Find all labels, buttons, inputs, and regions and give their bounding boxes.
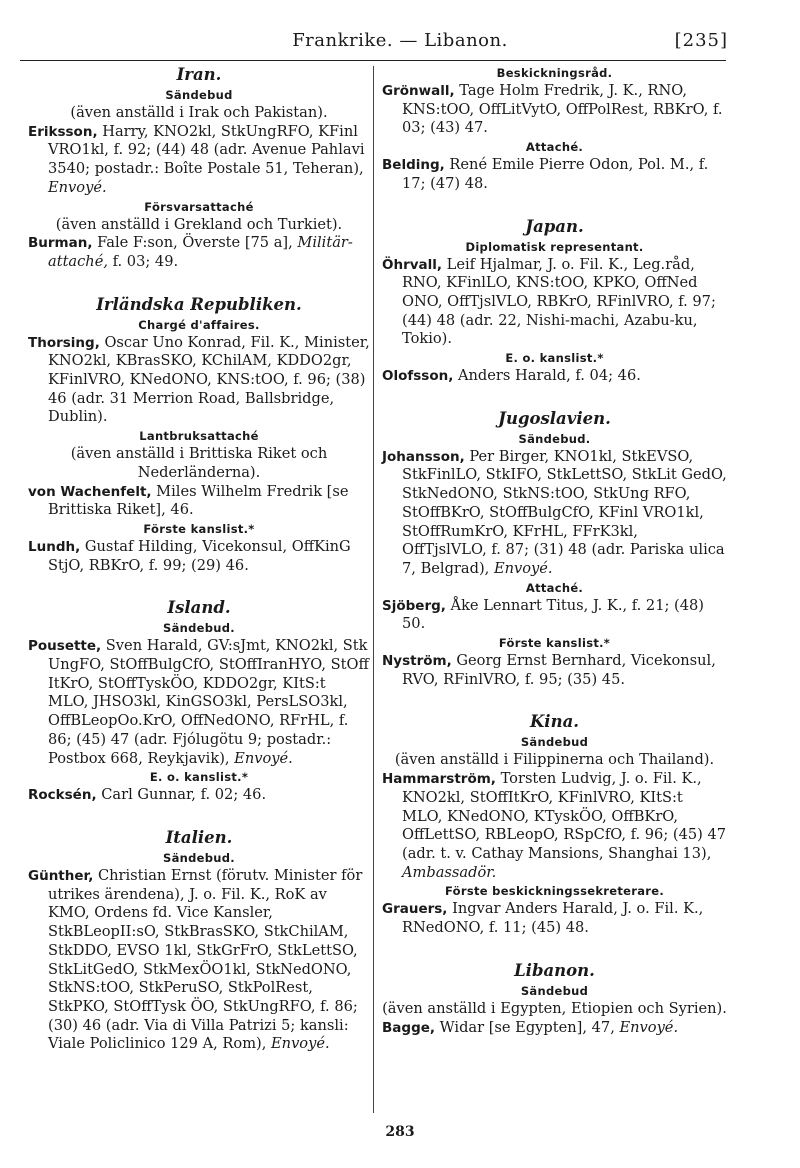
- country-heading: Libanon.: [514, 960, 595, 980]
- entry: [382, 82, 727, 138]
- entry-text: Miles Wilhelm Fredrik [se Brittiska Riket], 46.: [48, 482, 349, 519]
- entry: [382, 652, 727, 689]
- entry-name: Johansson,: [382, 448, 465, 465]
- entry-name: Rocksén,: [28, 787, 97, 804]
- note: (även anställd i Egypten, Etiopien och Syrien).: [382, 999, 727, 1017]
- entry-name: Nyström,: [382, 653, 452, 670]
- entry-title: Envoyé.: [619, 1018, 679, 1036]
- entry-text: Harry, KNO2kl, StkUngRFO, KFinl VRO1kl, f. 92; (44) 48 (adr. Avenue Pahlavi 3540; postadr.: Boîte Postale 51, Teheran),: [48, 122, 365, 178]
- entry: [382, 367, 727, 386]
- entry-text: Georg Ernst Bernhard, Vicekonsul, RVO, RFinlVRO, f. 95; (35) 45.: [402, 652, 716, 688]
- entry-title: Envoyé.: [493, 559, 553, 577]
- role-heading: Lantbruksattaché: [139, 429, 259, 444]
- page-number: 283: [385, 1124, 415, 1140]
- note: (även anställd i Filippinerna och Thailand).: [394, 751, 715, 769]
- role-heading: Förste kanslist.*: [143, 521, 255, 536]
- entry-name: Eriksson,: [28, 123, 98, 140]
- entry: [28, 234, 370, 271]
- entry-text: Ingvar Anders Harald, J. o. Fil. K., RNedONO, f. 11; (45) 48.: [402, 900, 704, 937]
- role-heading: Sändebud.: [163, 850, 235, 865]
- role-heading: E. o. kanslist.*: [505, 351, 604, 366]
- entry-name: Thorsing,: [28, 334, 100, 351]
- section-italien: [28, 827, 370, 1054]
- section-iran: [28, 64, 370, 272]
- entry-title: Militär-attaché,: [48, 234, 353, 270]
- column-divider: [373, 66, 374, 1113]
- entry-text: Anders Harald, f. 04; 46.: [453, 367, 641, 385]
- entry-name: Pousette,: [28, 638, 102, 655]
- role-heading: Förste kanslist.*: [498, 636, 611, 651]
- section-island: [28, 597, 370, 805]
- header-page-number: [235]: [674, 30, 728, 51]
- entry: [28, 334, 370, 428]
- running-header: [0, 30, 800, 60]
- role-heading: Attaché.: [525, 140, 584, 155]
- entry-name: Lundh,: [28, 538, 81, 555]
- country-heading: Italien.: [165, 827, 233, 847]
- country-heading: Japan.: [525, 216, 584, 236]
- entry: [28, 123, 370, 198]
- entry-name: Grönwall,: [382, 83, 455, 99]
- role-heading: Diplomatisk representant.: [465, 239, 644, 254]
- entry-name: Belding,: [382, 157, 445, 174]
- entry-title: Envoyé.: [271, 1035, 330, 1053]
- section-irland: [28, 294, 370, 576]
- country-heading: Jugoslavien.: [498, 408, 611, 428]
- country-heading: Island.: [167, 598, 231, 618]
- note: (även anställd i Grekland och Turkiet).: [55, 215, 343, 233]
- entry-text: f. 03; 49.: [107, 252, 179, 270]
- entry: [28, 637, 370, 768]
- entry-name: Sjöberg,: [382, 597, 446, 614]
- entry-text: Torsten Ludvig, J. o. Fil. K., KNO2kl, StOffItKrO, KFinlVRO, KItS:t MLO, KNedONO, KTyskÖO, OffBKrO, OffLettSO, RBLeopO, RSpCfO, f. 96; (45) 47 (adr. t. v. Cathay Mansions, Shanghai 13),: [402, 770, 727, 862]
- entry-text: Oscar Uno Konrad, Fil. K., Minister, KNO2kl, KBrasSKO, KChilAM, KDDO2gr, KFinlVRO, KNedONO, KNS:tOO, f. 96; (38) 46 (adr. 31 Merrion Road, Ballsbridge, Dublin).: [48, 333, 370, 426]
- entry-text: Leif Hjalmar, J. o. Fil. K., Leg.råd, RNO, KFinlLO, KNS:tOO, KPKO, OffNed ONO, OffTjslVLO, RBKrO, RFinlVRO, f. 97; (44) 48 (adr. 22, Nishi-machi, Azabu-ku, Tokio).: [402, 255, 716, 348]
- entry: [382, 770, 727, 882]
- section-libanon: [382, 960, 727, 1037]
- header-rule: [20, 60, 726, 61]
- entry-text: Sven Harald, GV:sJmt, KNO2kl, Stk UngFO, StOffBulgCfO, StOffIranHYO, StOff ItKrO, StOffTyskÖO, KDDO2gr, KItS:t MLO, JHSO3kl, KinGSO3kl, PersLSO3kl, OffBLeopOo.KrO, OffNedONO, RFrHL, f. 86; (45) 47 (adr. Fjólugötu 9; postadr.: Postbox 668, Reykjavik),: [48, 637, 369, 767]
- role-heading: Beskickningsråd.: [496, 66, 613, 80]
- role-heading: E. o. kanslist.*: [149, 770, 249, 785]
- entry-name: Burman,: [28, 235, 93, 252]
- entry: [382, 156, 727, 193]
- note: (även anställd i Irak och Pakistan).: [70, 104, 328, 121]
- entry: [382, 900, 727, 937]
- entry: [28, 483, 370, 520]
- entry-text: Fale F:son, Överste [75 a],: [92, 234, 298, 252]
- right-column: [382, 64, 727, 1037]
- header-title: Frankrike. — Libanon.: [292, 30, 508, 51]
- role-heading: Förste beskickningssekreterare.: [444, 884, 665, 899]
- role-heading: Sändebud: [520, 735, 589, 750]
- entry: [382, 597, 727, 634]
- entry-text: Widar [se Egypten], 47,: [435, 1018, 620, 1036]
- section-frankrike-cont: [382, 64, 727, 194]
- section-jugoslavien: [382, 408, 727, 690]
- entry: [382, 1019, 727, 1038]
- entry-text: Christian Ernst (förutv. Minister för utrikes ärendena), J. o. Fil. K., RoK av KMO, Ordens fd. Vice Kansler, StkBLeopII:sO, StkBrasSKO, StkChilAM, StkDDO, EVSO 1kl, StkGrFrO, StkLettSO, StkLitGedO, StkMexÖO1kl, StkNedONO, StkNS:tOO, StkPeruSO, StkPolRest, StkPKO, StOffTysk ÖO, StkUngRFO, f. 86; (30) 46 (adr. Via di Villa Patrizi 5; kansli: Viale Policlinico 129 A, Rom),: [48, 866, 363, 1053]
- role-heading: Chargé d'affaires.: [138, 317, 260, 332]
- entry: [382, 448, 727, 579]
- entry: [28, 786, 370, 805]
- role-heading: Sändebud.: [163, 621, 235, 636]
- country-heading: Irländska Republiken.: [96, 294, 302, 314]
- entry-name: von Wachenfelt,: [28, 483, 152, 500]
- entry-name: Bagge,: [382, 1019, 436, 1036]
- entry: [28, 538, 370, 575]
- entry-text: Per Birger, KNO1kl, StkEVSO, StkFinlLO, StkIFO, StkLettSO, StkLit GedO, StkNedONO, StkNS:tOO, StkUng RFO, StOffBKrO, StOffBulgCfO, KFinl VRO1kl, StOffRumKrO, KFrHL, FFrK3kl, OffTjslVLO, f. 87; (31) 48 (adr. Pariska ulica 7, Belgrad),: [402, 447, 727, 577]
- entry-name: Günther,: [28, 867, 94, 884]
- note: (även anställd i Brittiska Riket och Nederländerna).: [70, 445, 328, 481]
- entry-text: Carl Gunnar, f. 02; 46.: [96, 786, 267, 804]
- entry-title: Ambassadör.: [402, 863, 497, 881]
- role-heading: Försvarsattaché: [144, 199, 254, 214]
- entry-name: Hammarström,: [382, 771, 496, 788]
- country-heading: Kina.: [529, 712, 580, 732]
- entry-text: Gustaf Hilding, Vicekonsul, OffKinG StjO, RBKrO, f. 99; (29) 46.: [48, 537, 351, 574]
- entry-name: Grauers,: [382, 901, 448, 918]
- entry-title: Envoyé.: [234, 749, 293, 767]
- entry-name: Öhrvall,: [382, 256, 443, 273]
- role-heading: Attaché.: [525, 580, 584, 595]
- entry: [382, 256, 727, 350]
- left-column: [28, 64, 370, 1054]
- entry: [28, 867, 370, 1054]
- entry-title: Envoyé.: [48, 178, 107, 196]
- section-japan: [382, 216, 727, 386]
- entry-text: Åke Lennart Titus, J. K., f. 21; (48) 50.: [402, 596, 704, 633]
- entry-text: René Emile Pierre Odon, Pol. M., f. 17; (47) 48.: [402, 156, 709, 192]
- section-kina: [382, 711, 727, 937]
- role-heading: Sändebud: [520, 983, 589, 998]
- role-heading: Sändebud.: [518, 431, 591, 446]
- country-heading: Iran.: [176, 65, 222, 84]
- role-heading: Sändebud: [165, 88, 233, 102]
- entry-name: Olofsson,: [382, 368, 454, 385]
- entry-text: Tage Holm Fredrik, J. K., RNO, KNS:tOO, OffLitVytO, OffPolRest, RBKrO, f. 03; (43) 47.: [402, 82, 723, 137]
